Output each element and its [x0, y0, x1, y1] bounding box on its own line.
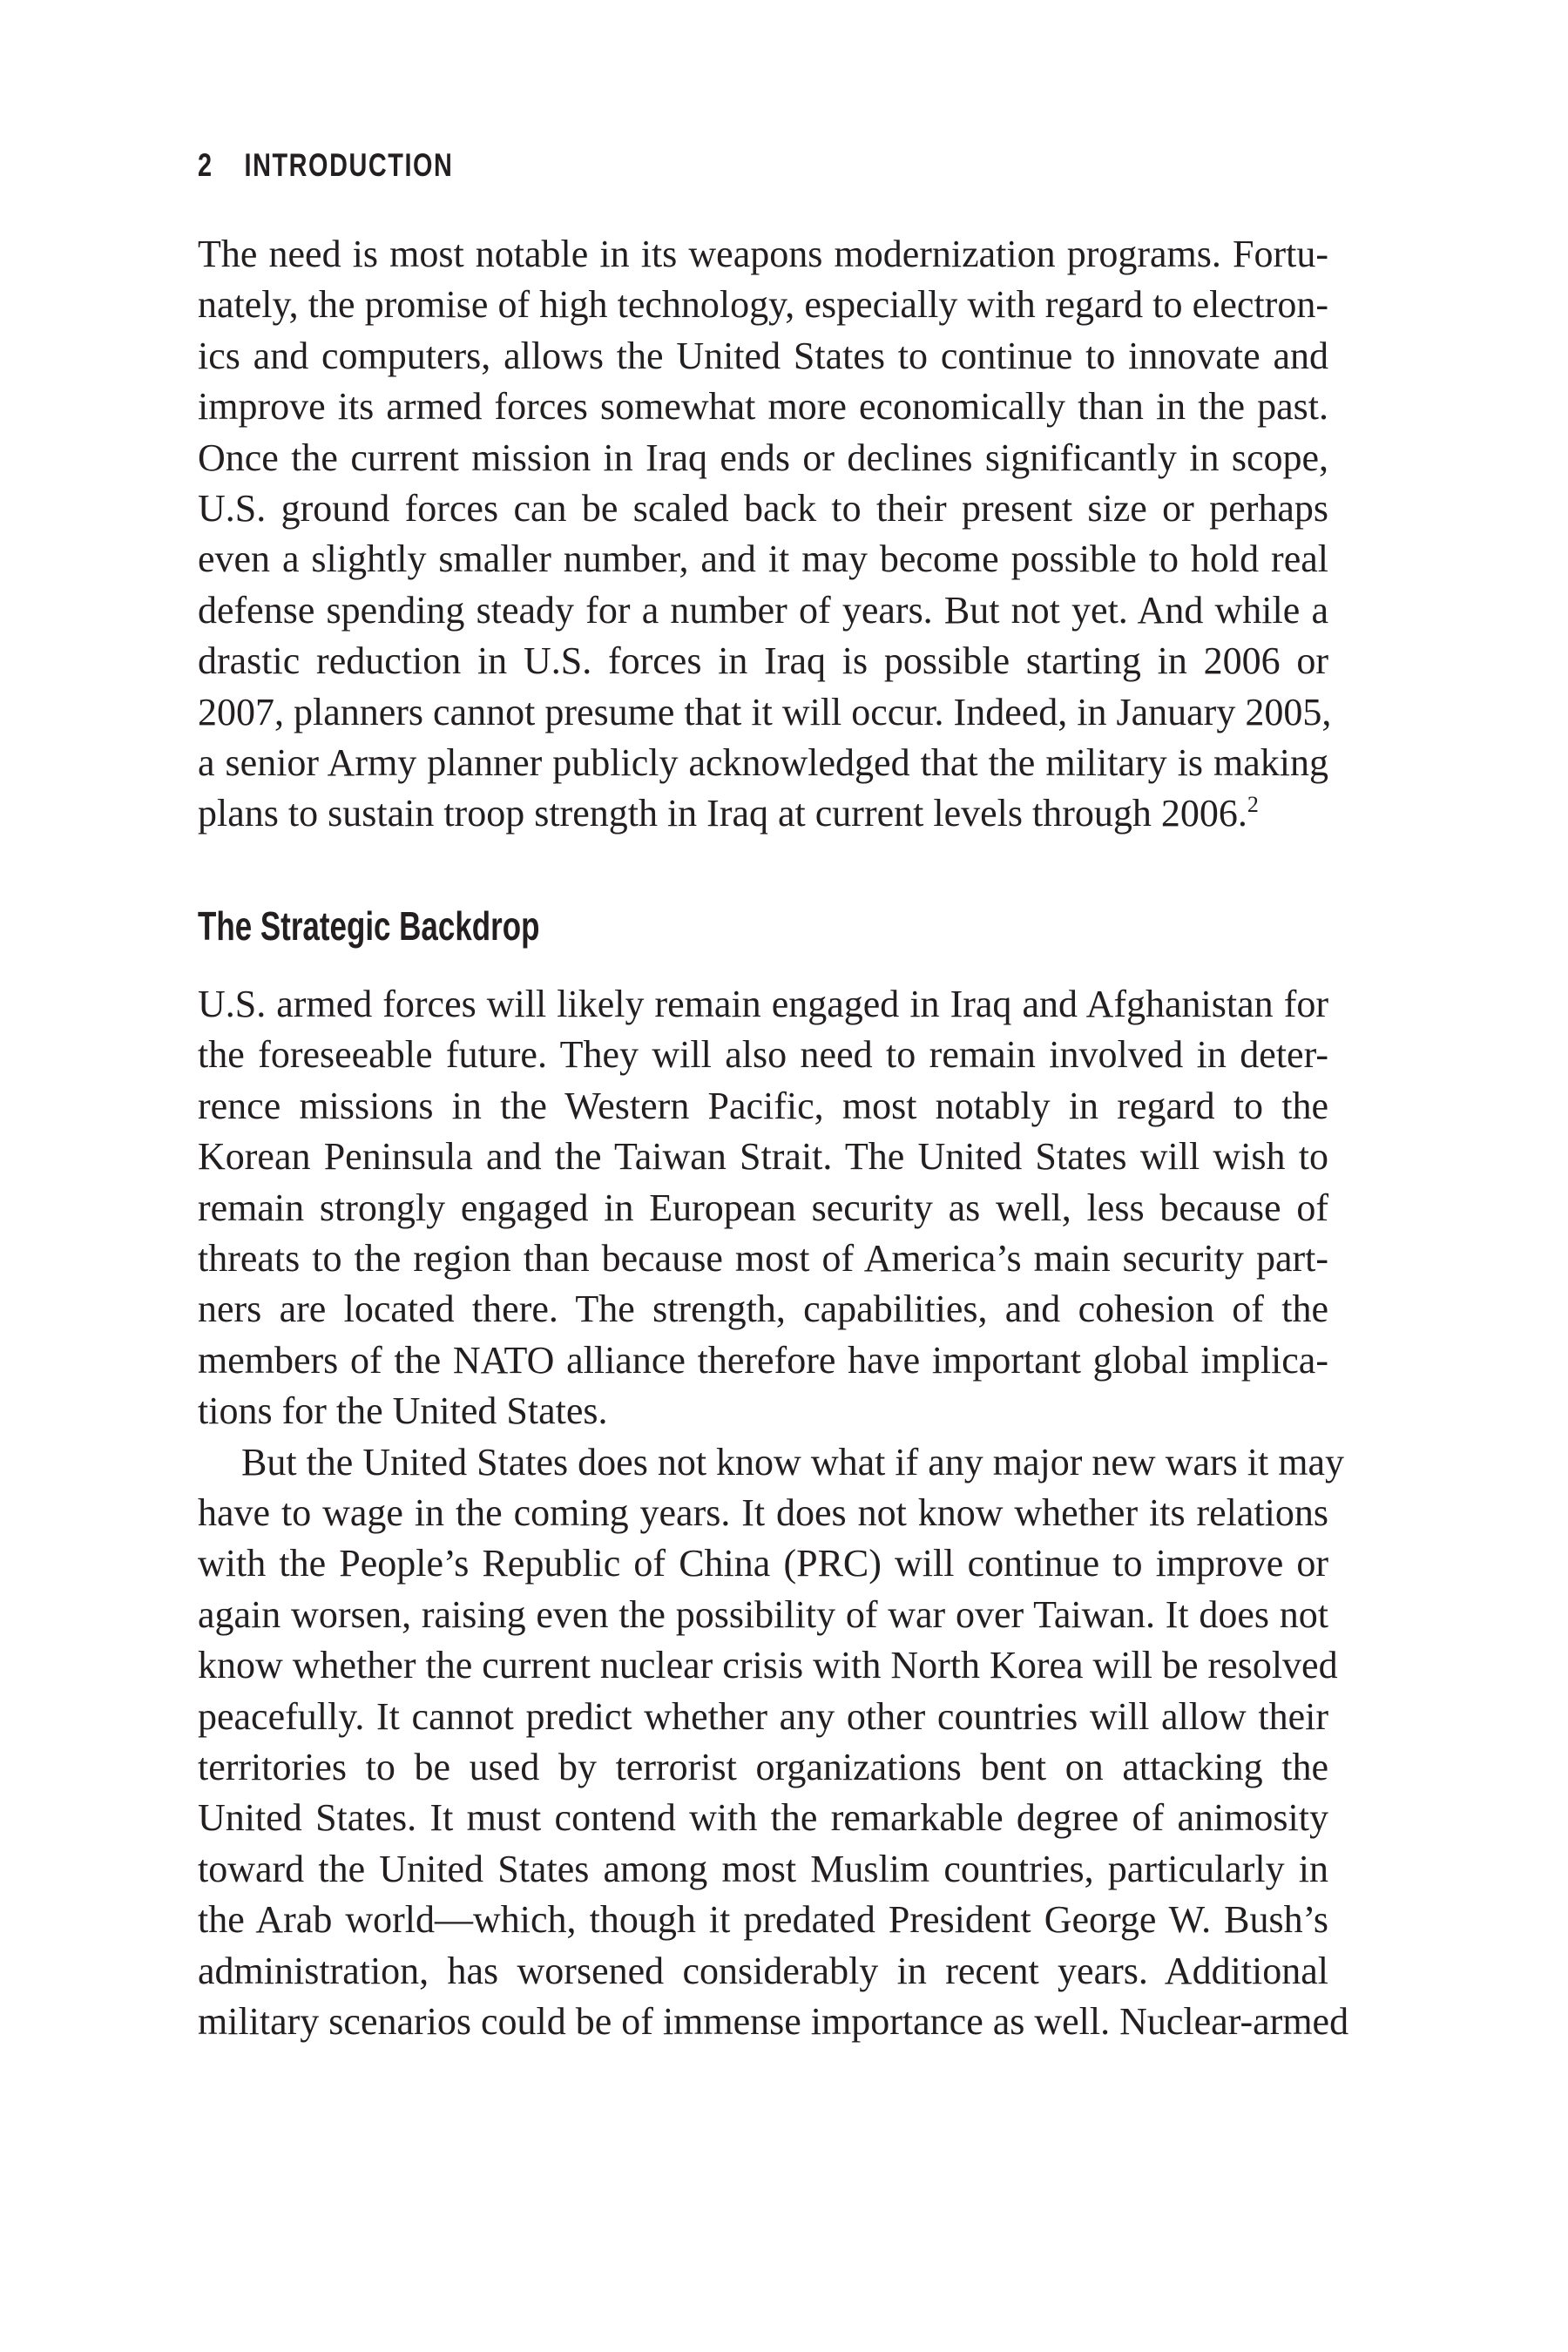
text-line-content: Korean Peninsula and the Taiwan Strait. The United States will wish to — [198, 1135, 1328, 1179]
text-line-content: the Arab world—which, though it predated President George W. Bush’s — [198, 1898, 1328, 1942]
text-line — [198, 229, 1328, 280]
text-line — [198, 1997, 1349, 2047]
text-line-content: peacefully. It cannot predict whether any other countries will allow their — [198, 1694, 1328, 1738]
text-line — [198, 1590, 1328, 1640]
text-line — [198, 433, 1328, 483]
text-line-content: improve its armed forces somewhat more economically than in the past. — [198, 385, 1328, 429]
text-line-content: the foreseeable future. They will also need to remain involved in deter- — [198, 1033, 1328, 1077]
text-line-content: military scenarios could be of immense importance as well. Nuclear-armed — [198, 1999, 1349, 2043]
text-line-content: a senior Army planner publicly acknowledged that the military is making — [198, 740, 1328, 784]
text-line — [198, 1437, 1344, 1488]
text-line-content: ners are located there. The strength, capabilities, and cohesion of the — [198, 1288, 1328, 1331]
text-line-content: again worsen, raising even the possibility of war over Taiwan. It does not — [198, 1592, 1328, 1636]
text-line — [198, 1335, 1328, 1386]
text-line — [198, 585, 1328, 636]
text-line — [198, 1793, 1328, 1843]
text-line-content: But the United States does not know what if any major new wars it may — [241, 1440, 1344, 1484]
text-line-content: administration, has worsened considerably in recent years. Additional — [198, 1949, 1328, 1992]
text-line — [198, 1895, 1328, 1945]
text-line — [198, 331, 1328, 382]
text-line — [198, 1081, 1328, 1132]
chapter-title: INTRODUCTION — [244, 147, 454, 183]
paragraph-3 — [198, 1437, 1349, 2048]
text-line-content: know whether the current nuclear crisis with North Korea will be resolved — [198, 1644, 1338, 1687]
text-line-content: U.S. ground forces can be scaled back to their present size or perhaps — [198, 486, 1328, 530]
text-line-content: remain strongly engaged in European security as well, less because of — [198, 1186, 1328, 1229]
text-line — [198, 1844, 1328, 1895]
text-line — [198, 1284, 1328, 1335]
text-line-content: territories to be used by terrorist organizations bent on attacking the — [198, 1745, 1328, 1788]
text-line — [198, 1183, 1328, 1233]
text-line — [198, 1233, 1328, 1284]
text-line — [198, 1640, 1338, 1691]
text-line-content: drastic reduction in U.S. forces in Iraq is possible starting in 2006 or — [198, 639, 1328, 683]
text-line — [198, 687, 1332, 738]
page-number: 2 — [198, 147, 213, 183]
text-line-content: nately, the promise of high technology, especially with regard to electron- — [198, 283, 1328, 327]
text-line-content: even a slightly smaller number, and it may become possible to hold real — [198, 537, 1328, 581]
text-line-content: United States. It must contend with the remarkable degree of animosity — [198, 1796, 1328, 1840]
footnote-marker[interactable]: 2 — [1247, 792, 1259, 818]
text-line — [198, 280, 1328, 330]
text-line-content: Once the current mission in Iraq ends or declines significantly in scope, — [198, 436, 1328, 479]
text-line — [198, 788, 1328, 839]
text-line-content: threats to the region than because most of America’s main security part- — [198, 1236, 1328, 1280]
text-line — [198, 1488, 1328, 1538]
text-line — [198, 1946, 1328, 1997]
text-line — [198, 1132, 1328, 1182]
paragraph-2 — [198, 979, 1328, 1437]
paragraph-1 — [198, 229, 1332, 840]
text-line-content: U.S. armed forces will likely remain engaged in Iraq and Afghanistan for — [198, 983, 1328, 1025]
text-line — [198, 979, 1328, 1030]
text-line-content: defense spending steady for a number of years. But not yet. And while a — [198, 588, 1328, 632]
text-line-content: with the People’s Republic of China (PRC) will continue to improve or — [198, 1542, 1328, 1585]
text-line — [198, 1030, 1328, 1080]
text-line-content: 2007, planners cannot presume that it will occur. Indeed, in January 2005, — [198, 690, 1332, 733]
text-line — [198, 382, 1328, 432]
text-line-content: members of the NATO alliance therefore have important global implica- — [198, 1338, 1328, 1382]
text-line — [198, 483, 1328, 534]
running-head — [198, 149, 453, 181]
text-line — [198, 738, 1328, 788]
text-line — [198, 1742, 1328, 1793]
section-heading: The Strategic Backdrop — [198, 903, 540, 949]
text-line — [198, 1692, 1328, 1742]
text-line — [198, 636, 1328, 686]
text-line-content: plans to sustain troop strength in Iraq at current levels through 2006. — [198, 792, 1247, 835]
text-line-content: tions for the United States. — [198, 1389, 608, 1433]
text-line-content: toward the United States among most Muslim countries, particularly in — [198, 1847, 1328, 1890]
text-line — [198, 1386, 1328, 1436]
text-line — [198, 534, 1328, 585]
text-line-content: have to wage in the coming years. It does not know whether its relations — [198, 1490, 1328, 1534]
text-line — [198, 1538, 1328, 1589]
text-line-content: rence missions in the Western Pacific, most notably in regard to the — [198, 1084, 1328, 1127]
text-line-content: ics and computers, allows the United States to continue to innovate and — [198, 334, 1328, 377]
text-line-content: The need is most notable in its weapons modernization programs. Fortu- — [198, 233, 1328, 275]
